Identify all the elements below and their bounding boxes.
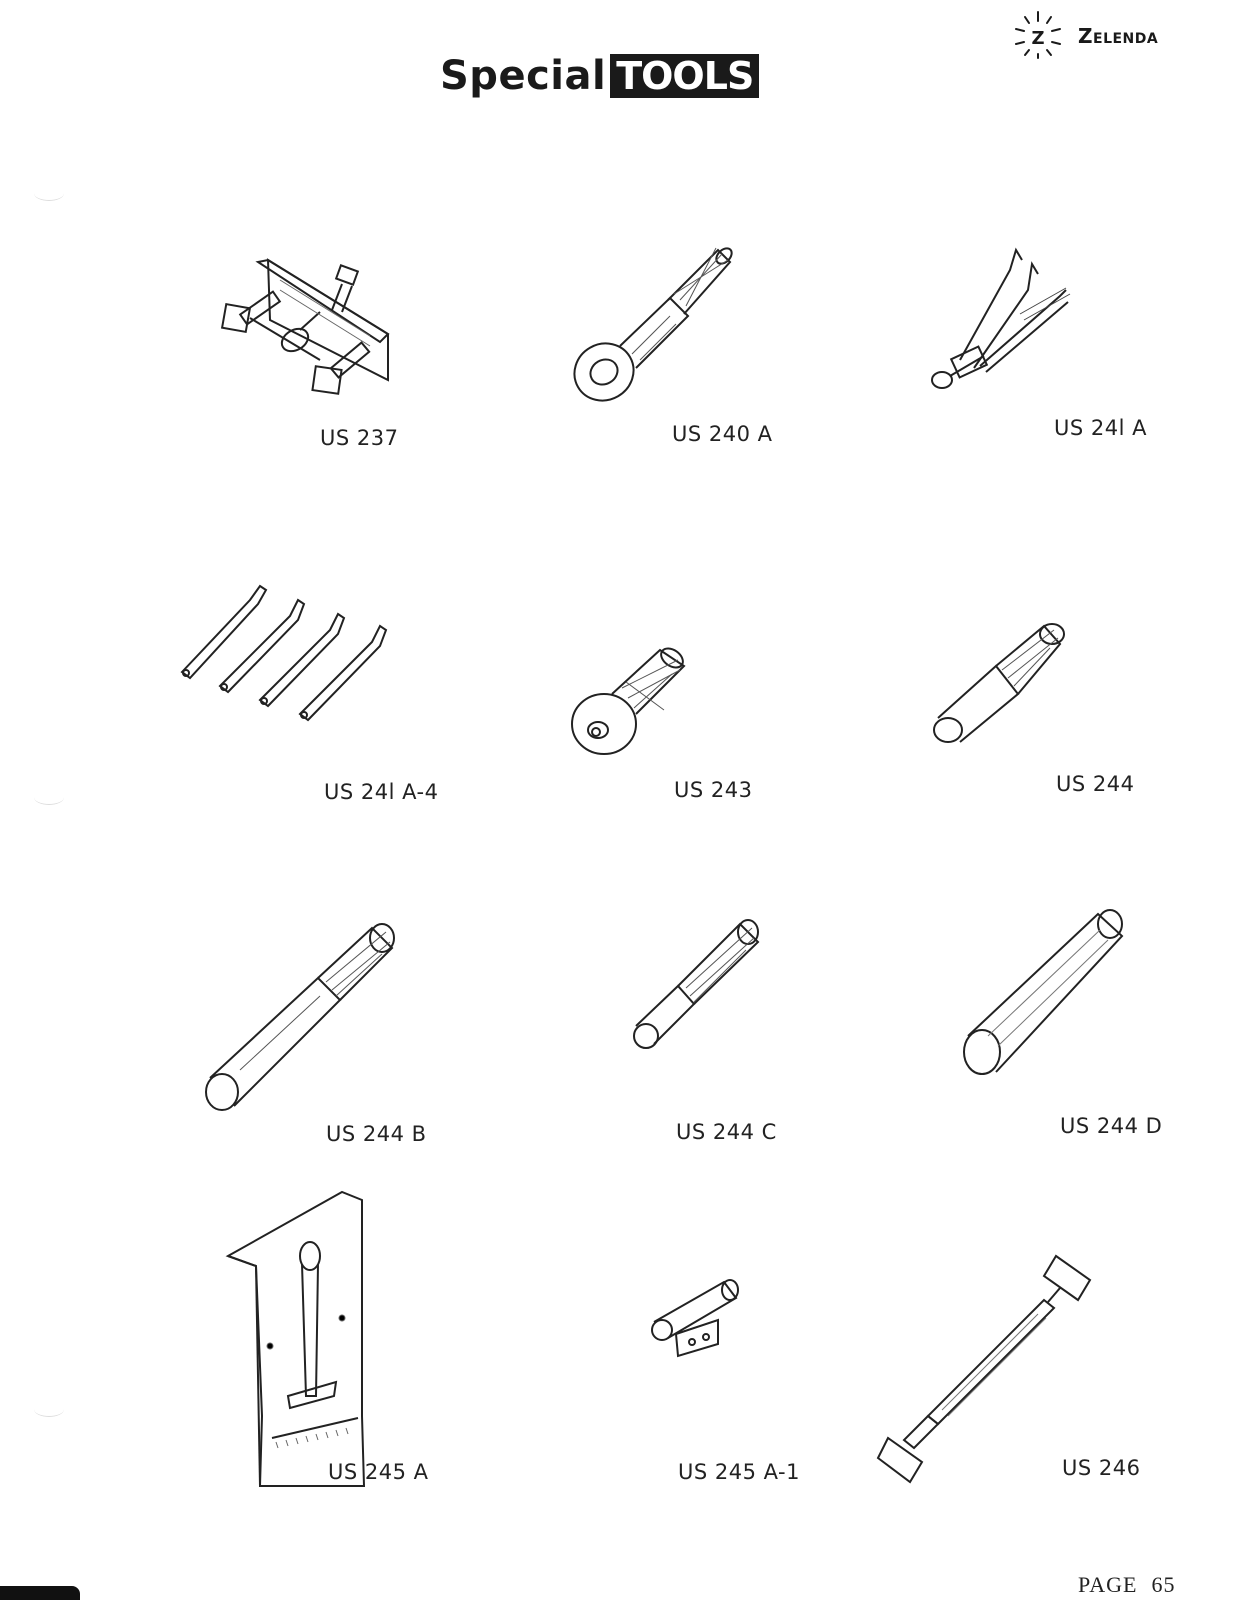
scan-corner-shadow <box>0 1586 80 1600</box>
tool-label: US 244 C <box>676 1120 777 1144</box>
gauge-plate-icon <box>222 1186 382 1496</box>
extension-bar-icon <box>878 1250 1108 1490</box>
brand-logo <box>1010 8 1158 64</box>
binder-mark <box>34 186 64 201</box>
brand-name: Zelenda <box>1078 24 1159 48</box>
tool-label: US 243 <box>674 778 753 802</box>
svg-text:Z: Z <box>1031 28 1045 49</box>
tool-label: US 244 B <box>326 1122 427 1146</box>
page-title <box>440 52 759 100</box>
title-word: Special <box>440 53 607 99</box>
short-knurled-drift-icon <box>628 916 768 1056</box>
tool-label: US 244 D <box>1060 1114 1163 1138</box>
page-label: PAGE <box>1078 1572 1138 1597</box>
binder-mark <box>34 790 64 805</box>
flanged-drift-icon <box>570 238 740 408</box>
binder-mark <box>34 1402 64 1417</box>
tool-label: US 245 A <box>328 1460 429 1484</box>
tool-label: US 246 <box>1062 1456 1141 1480</box>
sunburst-logo-icon <box>1010 8 1066 64</box>
tool-label: US 245 A-1 <box>678 1460 800 1484</box>
page-number-value: 65 <box>1151 1572 1176 1597</box>
tool-label: US 240 A <box>672 422 773 446</box>
tool-label: US 24l A <box>1054 416 1147 440</box>
knurled-sleeve-icon <box>926 614 1076 764</box>
knurled-driver-icon <box>568 636 698 766</box>
puller-tool-icon <box>210 250 400 400</box>
tool-label: US 237 <box>320 426 399 450</box>
clamp-block-icon <box>646 1272 746 1362</box>
page-number <box>1078 1572 1175 1598</box>
title-box: TOOLS <box>610 54 759 98</box>
tool-label: US 24l A-4 <box>324 780 439 804</box>
tool-label: US 244 <box>1056 772 1135 796</box>
plain-sleeve-icon <box>958 906 1138 1086</box>
hook-set-icon <box>170 580 400 730</box>
spring-puller-icon <box>920 240 1080 400</box>
long-knurled-drift-icon <box>200 920 400 1120</box>
